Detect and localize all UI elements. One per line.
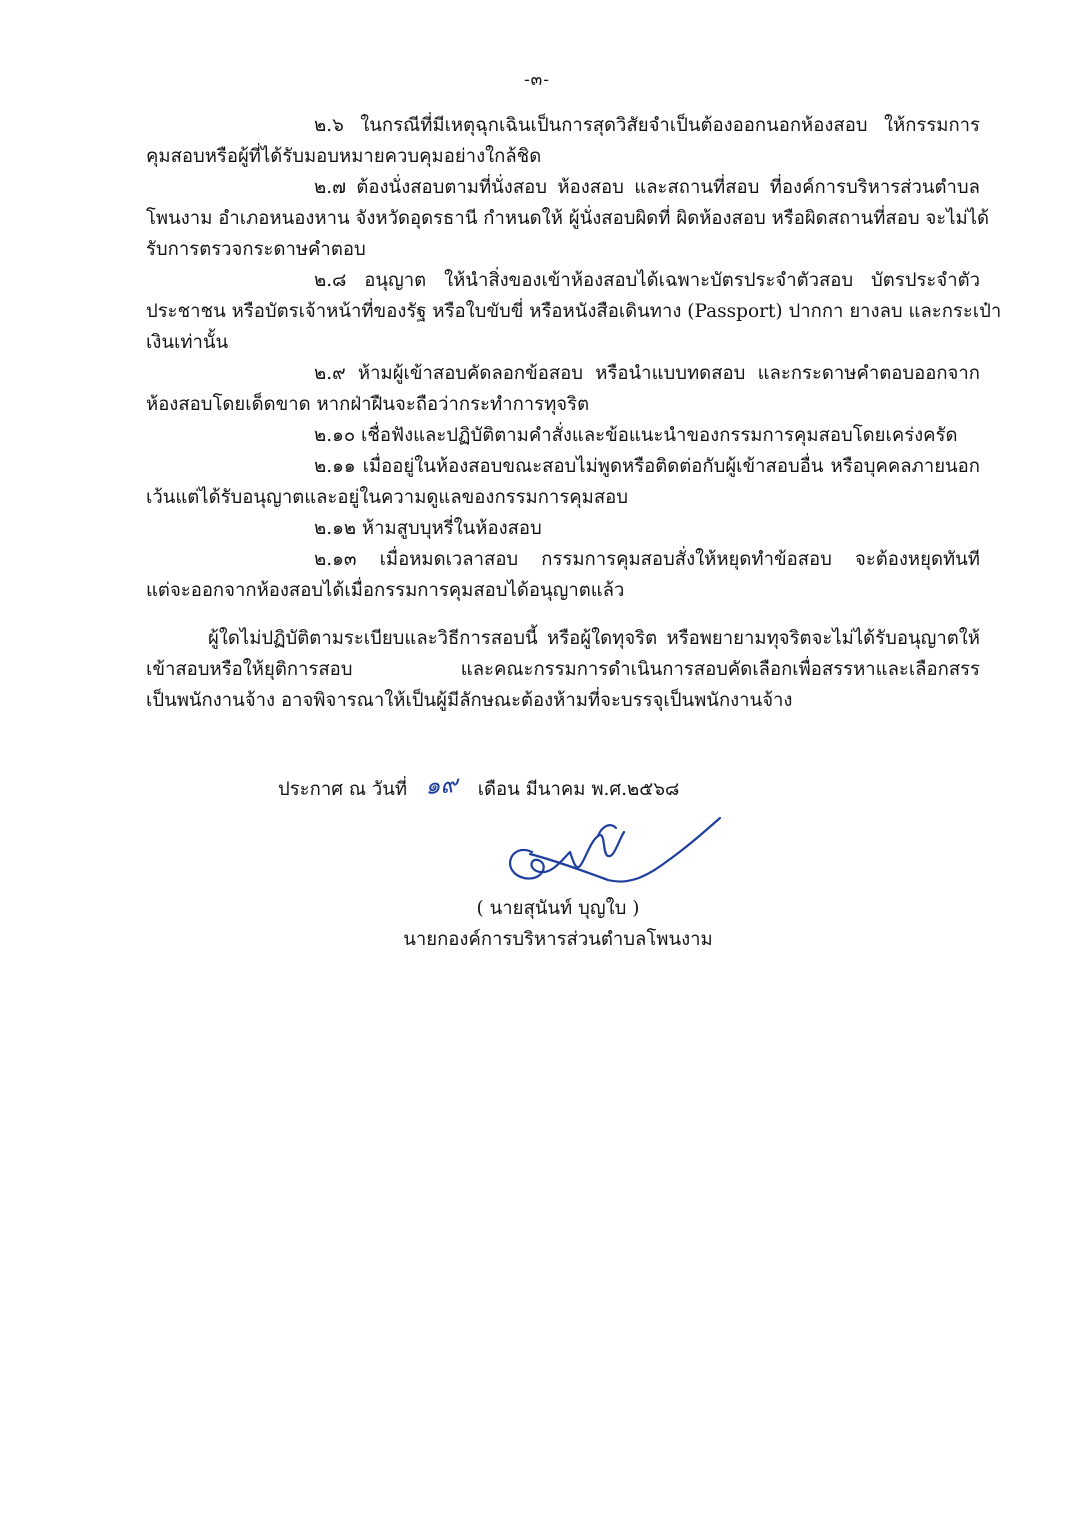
- item-line: เงินเท่านั้น: [146, 332, 229, 353]
- item-line: ๒.๘ อนุญาต ให้นำสิ่งของเข้าห้องสอบได้เฉพาะบัตรประจำตัวสอบ บัตรประจำตัว: [314, 270, 980, 291]
- signature-image: [490, 812, 730, 892]
- item-2-13: [146, 544, 980, 606]
- item-line: ๒.๑๐ เชื่อฟังและปฏิบัติตามคำสั่งและข้อแนะนำของกรรมการคุมสอบโดยเคร่งครัด: [314, 425, 958, 446]
- closing-line: ผู้ใดไม่ปฏิบัติตามระเบียบและวิธีการสอบนี้ หรือผู้ใดทุจริต หรือพยายามทุจริตจะไม่ได้รับอนุญาตให้: [208, 628, 980, 649]
- item-2-7: [146, 172, 990, 265]
- closing-paragraph: [146, 623, 980, 716]
- announcement-prefix: ประกาศ ณ วันที่: [278, 779, 408, 800]
- signer-title: นายกองค์การบริหารส่วนตำบลโพนงาม: [403, 929, 713, 950]
- item-line: ๒.๙ ห้ามผู้เข้าสอบคัดลอกข้อสอบ หรือนำแบบทดสอบ และกระดาษคำตอบออกจาก: [314, 363, 980, 384]
- item-2-11: [146, 451, 980, 513]
- closing-line: เป็นพนักงานจ้าง อาจพิจารณาให้เป็นผู้มีลักษณะต้องห้ามที่จะบรรจุเป็นพนักงานจ้าง: [146, 690, 793, 711]
- item-line: ๒.๖ ในกรณีที่มีเหตุฉุกเฉินเป็นการสุดวิสัยจำเป็นต้องออกนอกห้องสอบ ให้กรรมการ: [314, 115, 980, 136]
- item-2-10: [146, 420, 980, 451]
- announcement-suffix: เดือน มีนาคม พ.ศ.๒๕๖๘: [477, 779, 680, 800]
- item-line: ๒.๑๑ เมื่ออยู่ในห้องสอบขณะสอบไม่พูดหรือติดต่อกับผู้เข้าสอบอื่น หรือบุคคลภายนอก: [314, 456, 980, 477]
- item-line: คุมสอบหรือผู้ที่ได้รับมอบหมายควบคุมอย่างใกล้ชิด: [146, 146, 542, 167]
- item-line: แต่จะออกจากห้องสอบได้เมื่อกรรมการคุมสอบได้อนุญาตแล้ว: [146, 580, 625, 601]
- handwritten-day: ๑๙: [424, 769, 459, 801]
- item-line: ห้องสอบโดยเด็ดขาด หากฝ่าฝืนจะถือว่ากระทำการทุจริต: [146, 394, 590, 415]
- item-2-8: [146, 265, 1002, 358]
- item-line: โพนงาม อำเภอหนองหาน จังหวัดอุดรธานี กำหนดให้ ผู้นั่งสอบผิดที่ ผิดห้องสอบ หรือผิดสถานที่สอบ จะไม่ได้: [146, 208, 990, 229]
- page-number: -๓-: [523, 70, 551, 90]
- paragraph-gap: [146, 606, 980, 623]
- item-2-9: [146, 358, 980, 420]
- item-line: เว้นแต่ได้รับอนุญาตและอยู่ในความดูแลของกรรมการคุมสอบ: [146, 487, 628, 508]
- signer-name: ( นายสุนันท์ บุญใบ ): [476, 898, 640, 919]
- closing-line: เข้าสอบหรือให้ยุติการสอบ และคณะกรรมการดำเนินการสอบคัดเลือกเพื่อสรรหาและเลือกสรร: [146, 659, 980, 680]
- announcement-date: [278, 769, 680, 805]
- item-line: ๒.๑๓ เมื่อหมดเวลาสอบ กรรมการคุมสอบสั่งให้หยุดทำข้อสอบ จะต้องหยุดทันที: [314, 549, 980, 570]
- item-line: ประชาชน หรือบัตรเจ้าหน้าที่ของรัฐ หรือใบขับขี่ หรือหนังสือเดินทาง (Passport) ปากกา ยางลบ และกระเป๋า: [146, 301, 1002, 322]
- regulation-body: [146, 110, 1002, 716]
- item-line: ๒.๑๒ ห้ามสูบบุหรี่ในห้องสอบ: [314, 518, 542, 539]
- item-2-6: [146, 110, 980, 172]
- item-line: รับการตรวจกระดาษคำตอบ: [146, 239, 366, 260]
- item-2-12: [146, 513, 980, 544]
- item-line: ๒.๗ ต้องนั่งสอบตามที่นั่งสอบ ห้องสอบ และสถานที่สอบ ที่องค์การบริหารส่วนตำบล: [314, 177, 980, 198]
